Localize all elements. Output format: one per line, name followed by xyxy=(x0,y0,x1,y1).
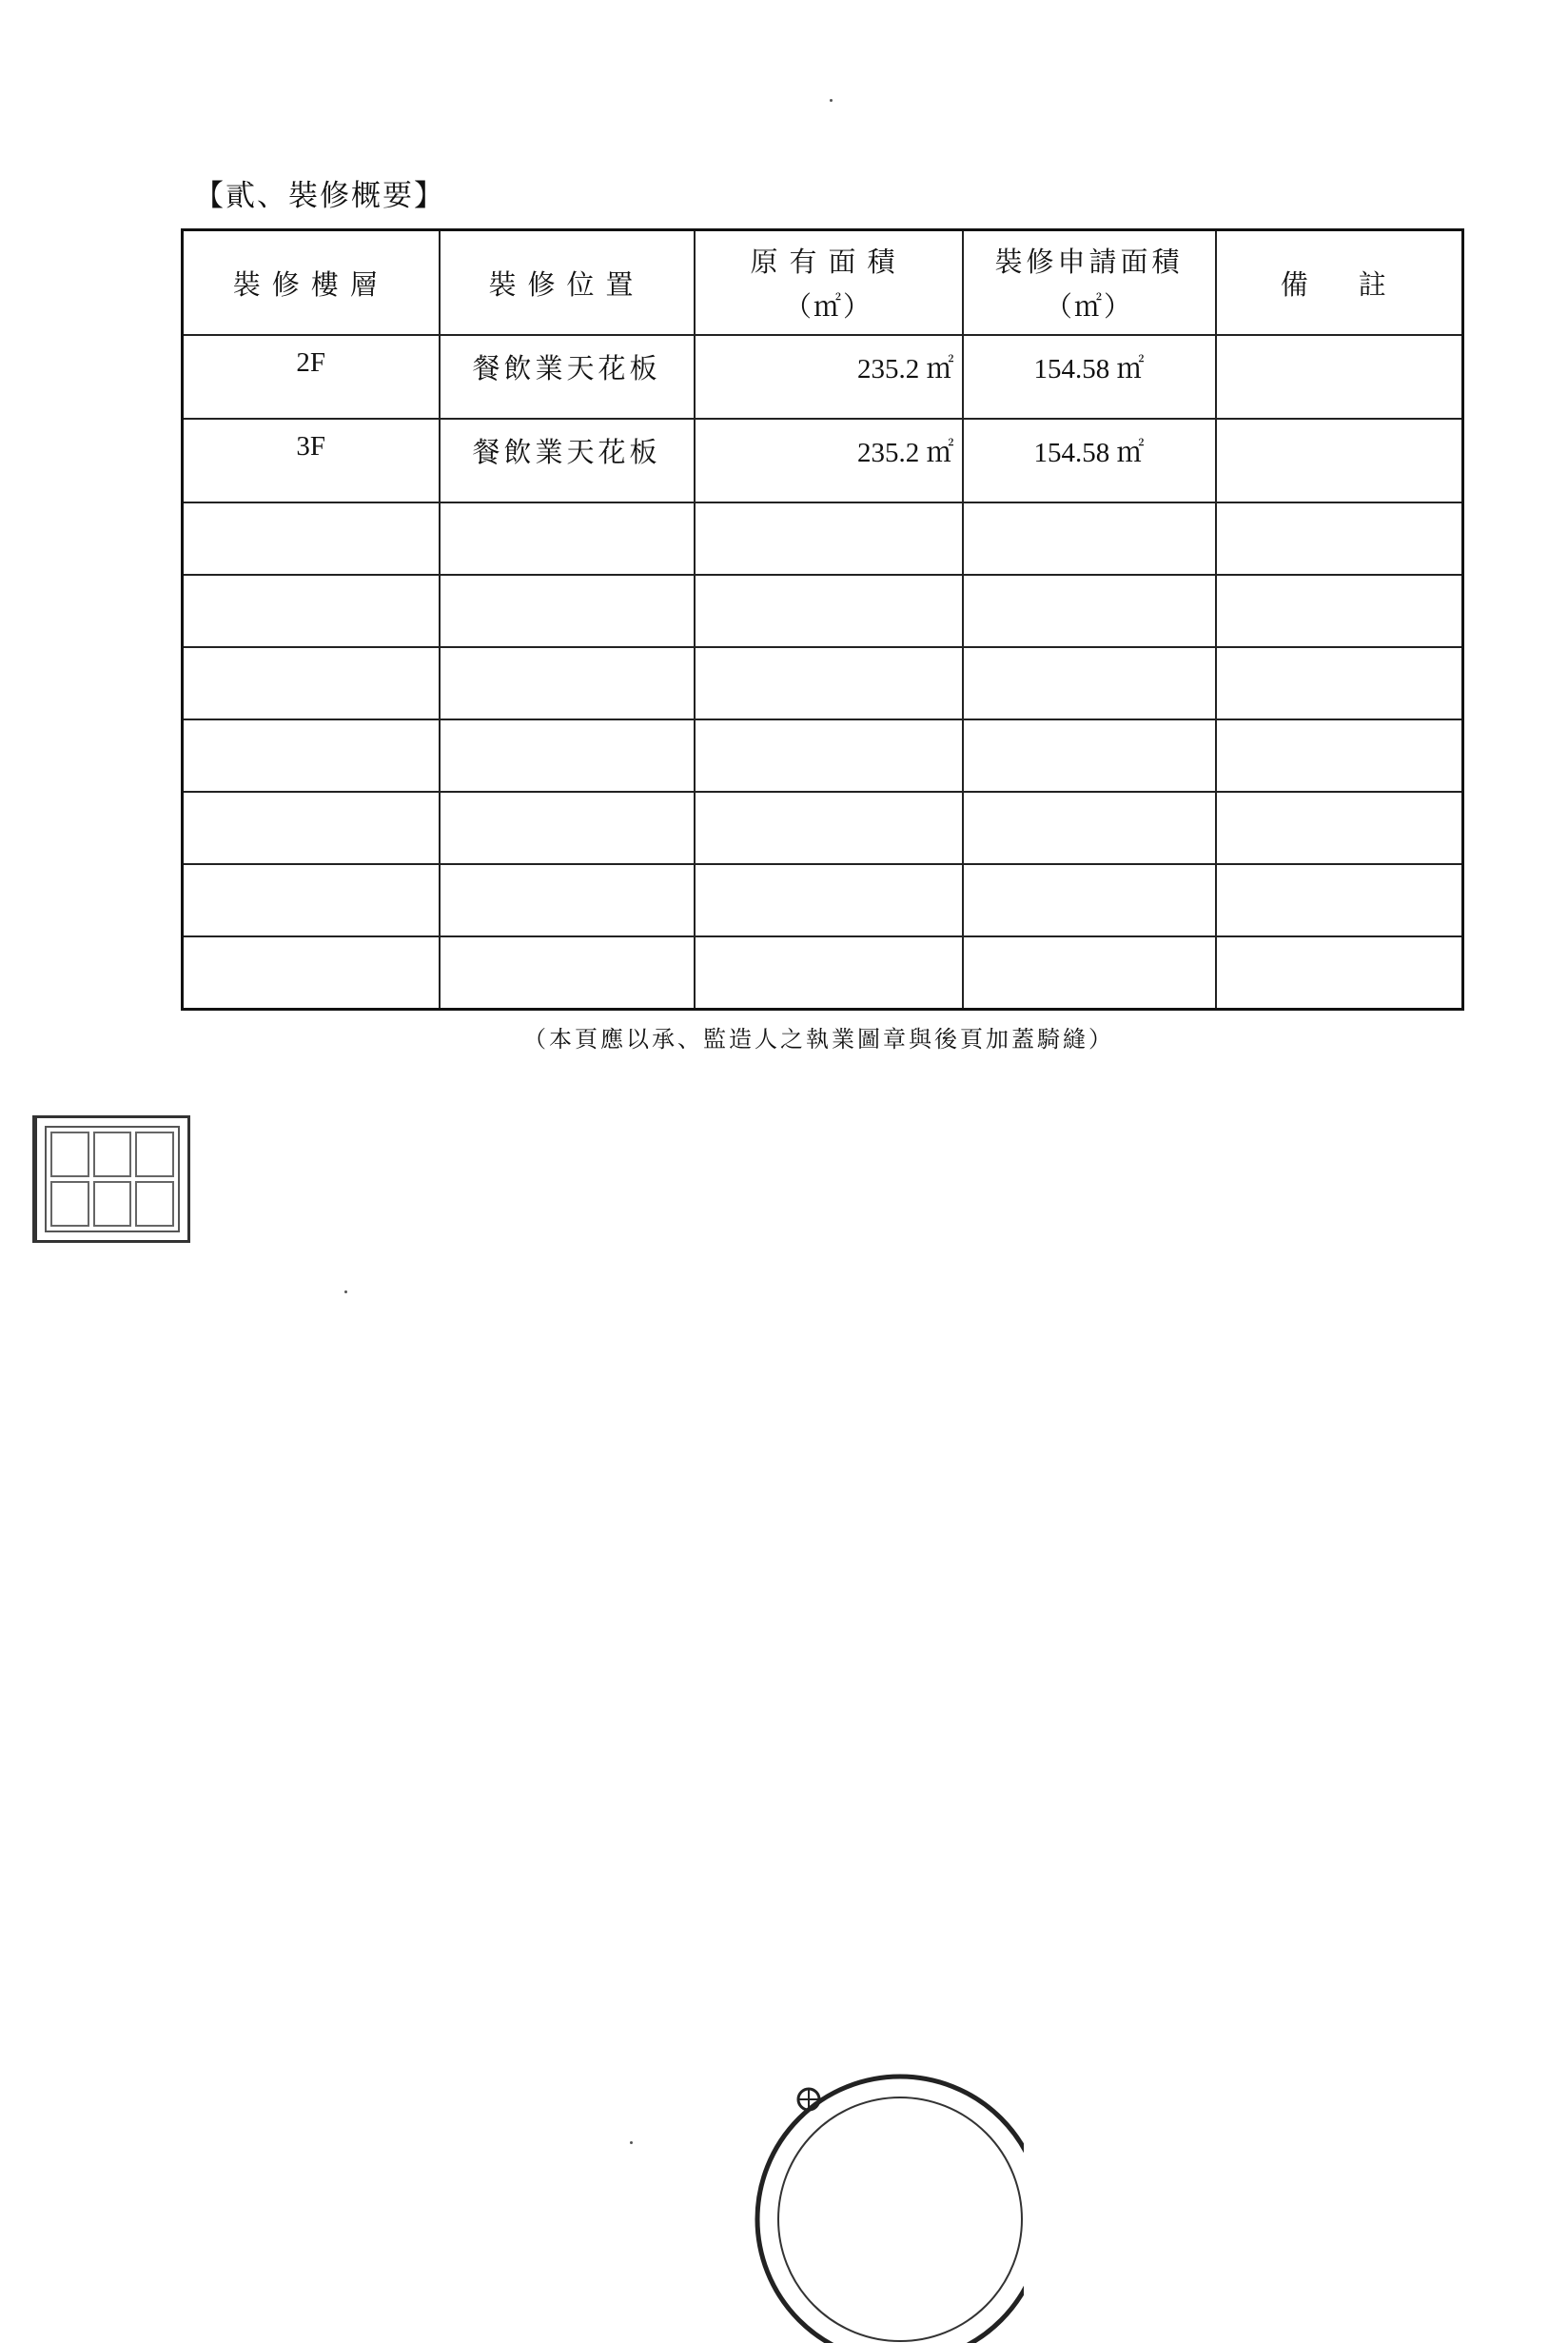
empty-cell xyxy=(963,575,1216,647)
empty-cell xyxy=(963,936,1216,1010)
cell-position: 餐飲業天花板 xyxy=(440,419,695,502)
scan-speck xyxy=(830,99,833,102)
empty-cell xyxy=(183,864,440,936)
empty-cell xyxy=(695,792,963,864)
header-requested-area xyxy=(963,230,1216,336)
empty-cell xyxy=(963,502,1216,575)
empty-cell xyxy=(440,792,695,864)
cell-floor: 3F xyxy=(183,419,440,502)
cell-original-area: 235.2 ㎡ xyxy=(695,419,963,502)
empty-cell xyxy=(183,936,440,1010)
header-original-area-label: 原有面積 xyxy=(750,246,907,278)
renovation-summary-table xyxy=(181,228,1464,1011)
empty-cell xyxy=(183,647,440,719)
section-title: 【貳、裝修概要】 xyxy=(194,179,445,213)
empty-table-row xyxy=(183,864,1463,936)
empty-cell xyxy=(695,719,963,792)
table-row xyxy=(183,419,1463,502)
cell-floor: 2F xyxy=(183,335,440,419)
header-requested-area-unit: （㎡） xyxy=(1044,290,1133,323)
scan-speck xyxy=(630,2141,633,2144)
empty-cell xyxy=(1216,936,1463,1010)
empty-cell xyxy=(440,864,695,936)
empty-cell xyxy=(1216,502,1463,575)
empty-cell xyxy=(963,864,1216,936)
empty-cell xyxy=(695,647,963,719)
empty-cell xyxy=(1216,719,1463,792)
table-row xyxy=(183,335,1463,419)
empty-table-row xyxy=(183,502,1463,575)
empty-cell xyxy=(440,936,695,1010)
header-requested-area-label: 裝修申請面積 xyxy=(994,246,1184,278)
cell-original-area: 235.2 ㎡ xyxy=(695,335,963,419)
empty-cell xyxy=(695,575,963,647)
empty-cell xyxy=(440,502,695,575)
round-seal-image xyxy=(738,2058,1024,2343)
header-remarks: 備 註 xyxy=(1216,230,1463,336)
empty-cell xyxy=(695,864,963,936)
empty-cell xyxy=(183,502,440,575)
empty-table-row xyxy=(183,719,1463,792)
empty-cell xyxy=(1216,647,1463,719)
header-position: 裝修位置 xyxy=(440,230,695,336)
scan-speck xyxy=(344,1290,347,1293)
empty-table-row xyxy=(183,647,1463,719)
cell-remarks xyxy=(1216,335,1463,419)
empty-cell xyxy=(440,575,695,647)
cell-requested-area: 154.58 ㎡ xyxy=(963,335,1216,419)
empty-cell xyxy=(963,647,1216,719)
cell-remarks xyxy=(1216,419,1463,502)
empty-cell xyxy=(183,719,440,792)
header-floor: 裝修樓層 xyxy=(183,230,440,336)
stamp-note: （本頁應以承、監造人之執業圖章與後頁加蓋騎縫） xyxy=(523,1026,1114,1053)
header-original-area xyxy=(695,230,963,336)
empty-table-row xyxy=(183,936,1463,1010)
cell-position: 餐飲業天花板 xyxy=(440,335,695,419)
square-seal-image xyxy=(32,1115,190,1243)
empty-table-row xyxy=(183,792,1463,864)
cell-requested-area: 154.58 ㎡ xyxy=(963,419,1216,502)
empty-cell xyxy=(183,575,440,647)
empty-cell xyxy=(440,647,695,719)
empty-cell xyxy=(695,936,963,1010)
empty-cell xyxy=(183,792,440,864)
empty-cell xyxy=(1216,575,1463,647)
empty-cell xyxy=(963,792,1216,864)
table-header-row xyxy=(183,230,1463,336)
empty-cell xyxy=(1216,792,1463,864)
empty-cell xyxy=(963,719,1216,792)
header-original-area-unit: （㎡） xyxy=(783,290,872,323)
empty-cell xyxy=(440,719,695,792)
empty-cell xyxy=(1216,864,1463,936)
empty-cell xyxy=(695,502,963,575)
empty-table-row xyxy=(183,575,1463,647)
